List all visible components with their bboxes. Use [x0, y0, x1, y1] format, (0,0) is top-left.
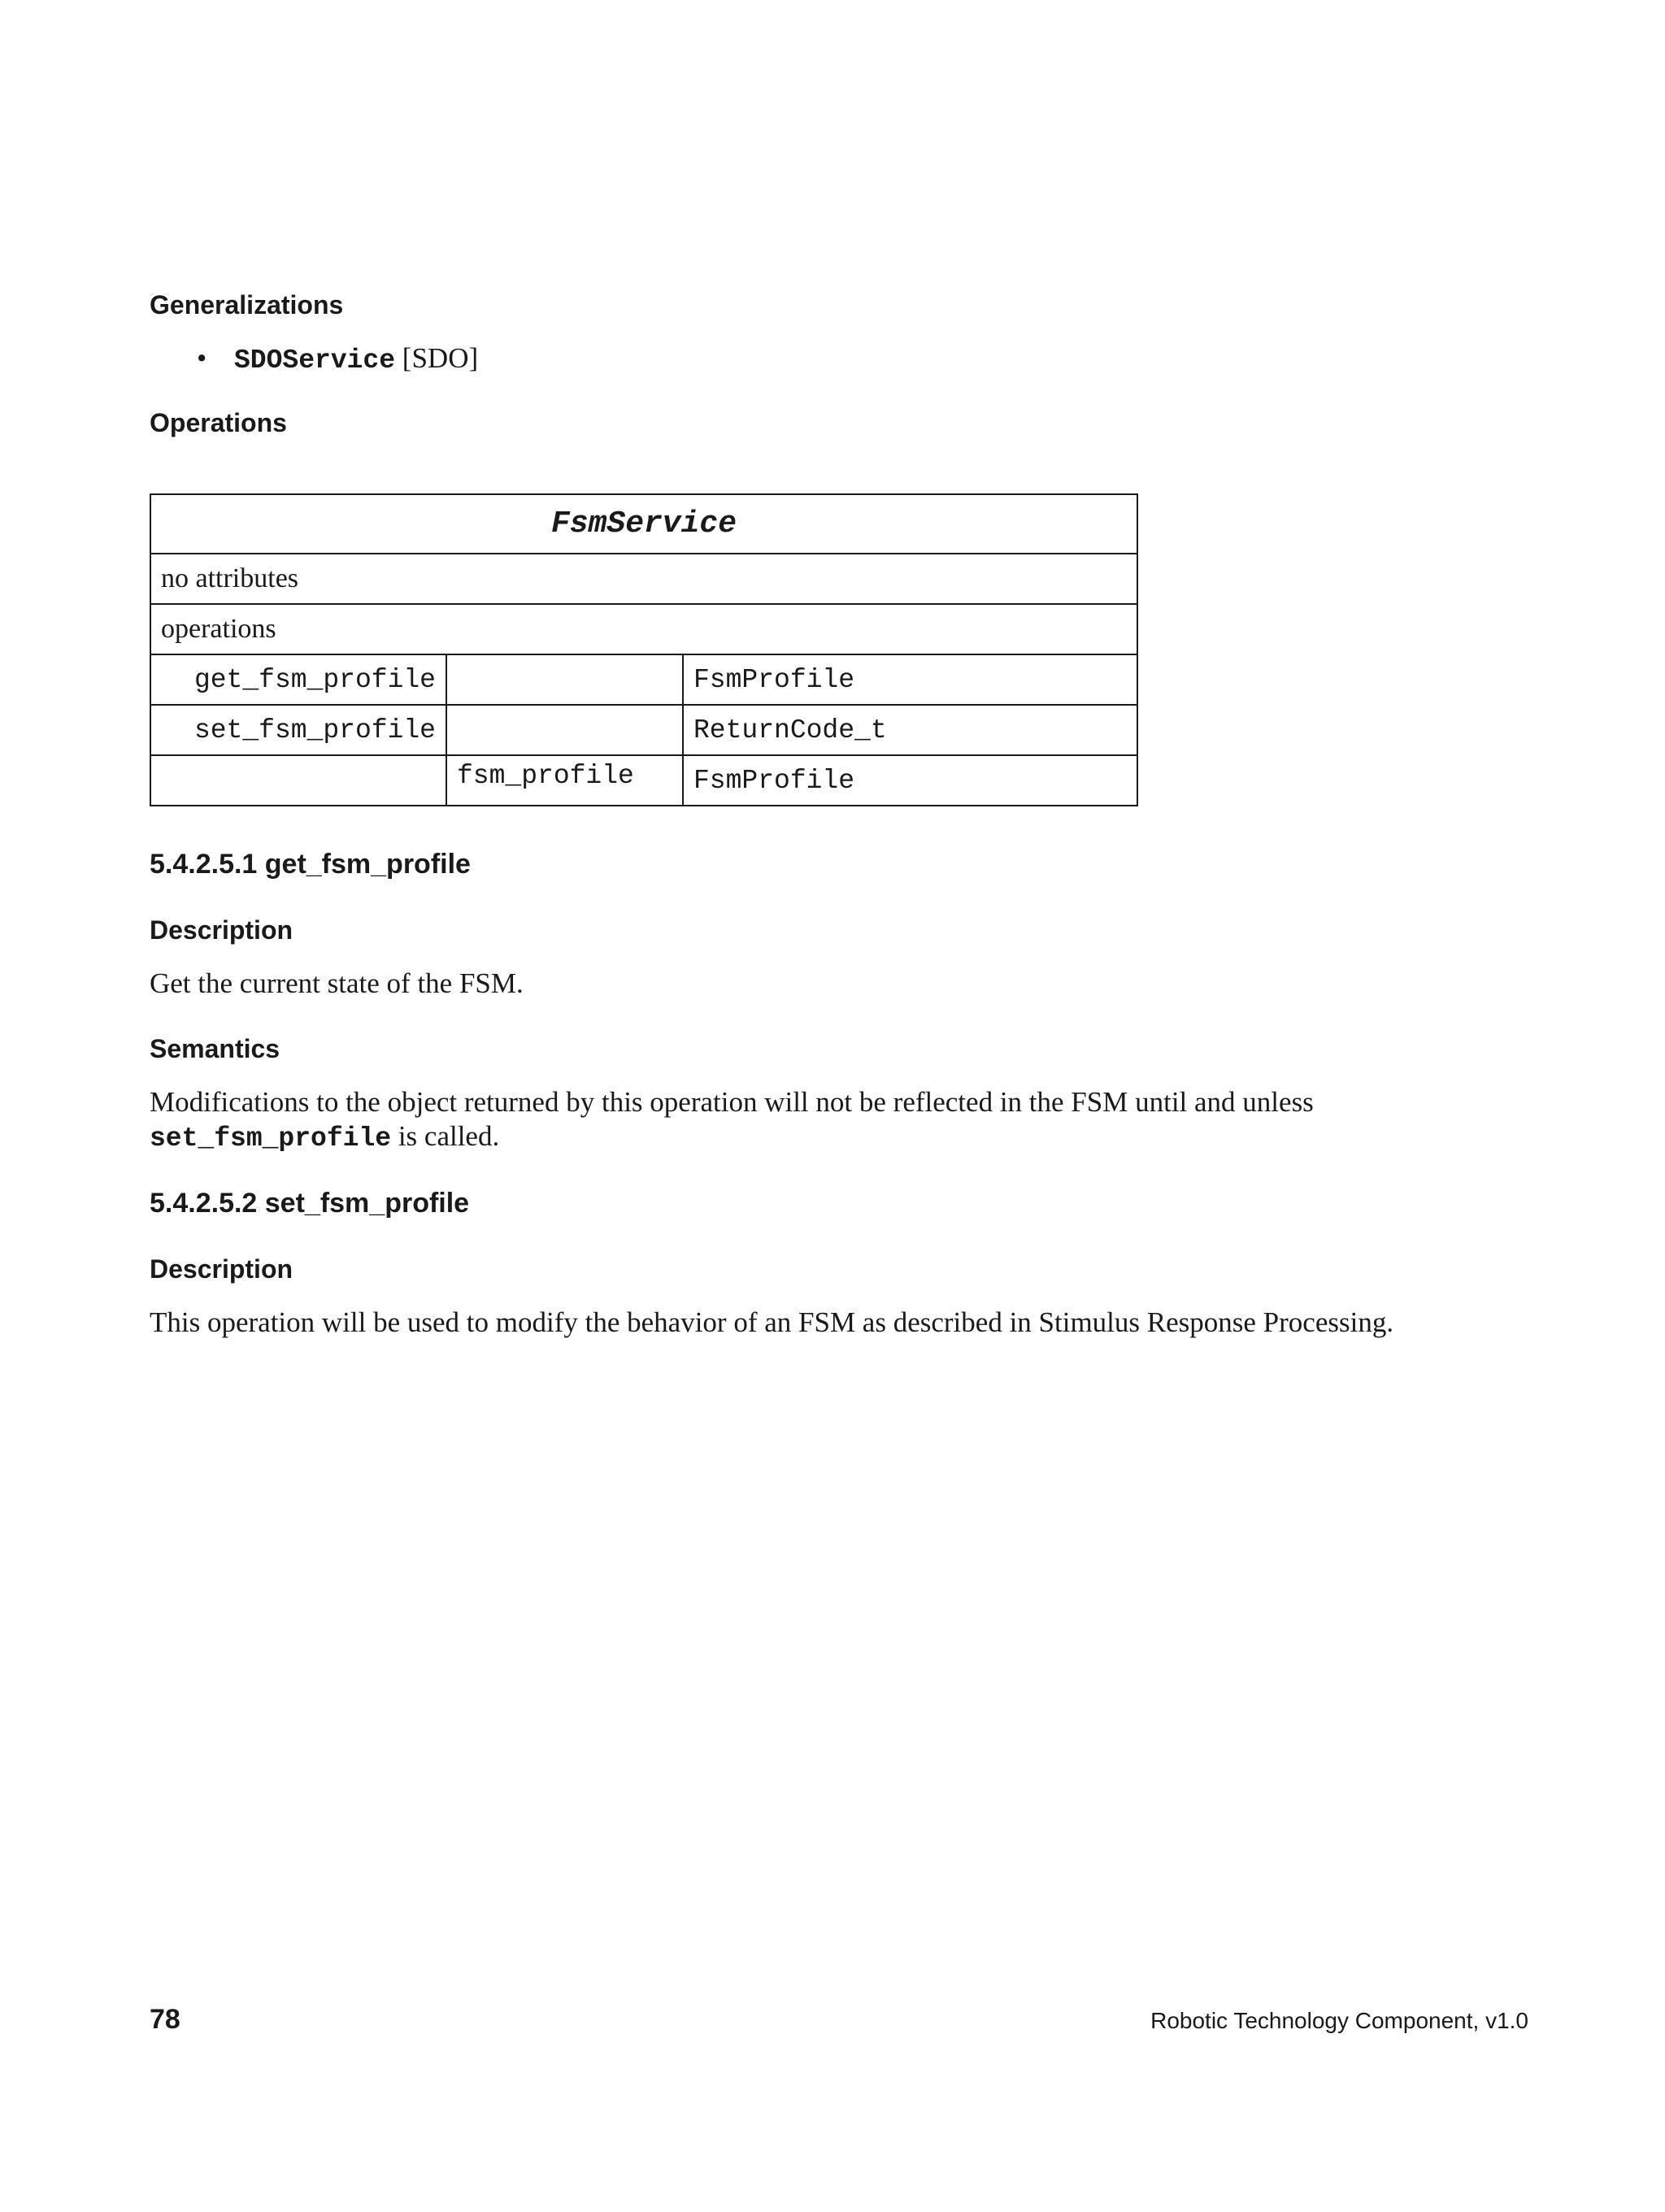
section-heading-get-fsm-profile: 5.4.2.5.1 get_fsm_profile — [150, 849, 471, 880]
description-text: Get the current state of the FSM. — [150, 967, 524, 999]
uml-class-name: FsmService — [150, 494, 1137, 554]
page-number: 78 — [150, 2004, 180, 2035]
operation-name: get_fsm_profile — [150, 654, 446, 705]
uml-operations-row — [150, 604, 1137, 654]
semantics-text-line1: Modifications to the object returned by this operation will not be reflected in the FSM until and unless — [150, 1086, 1314, 1118]
semantics-code: set_fsm_profile — [150, 1123, 392, 1154]
operation-param — [446, 654, 683, 705]
generalization-name: SDOService — [234, 345, 396, 376]
operation-type: FsmProfile — [683, 755, 1137, 806]
operations-heading: Operations — [150, 408, 287, 437]
uml-attributes-row — [150, 554, 1137, 604]
list-item — [234, 341, 478, 378]
description-heading: Description — [150, 1254, 293, 1284]
description-text: This operation will be used to modify the behavior of an FSM as described in Stimulus Response Processing. — [150, 1306, 1394, 1338]
operation-name — [150, 755, 446, 806]
uml-operations-label: operations — [150, 604, 1137, 654]
generalization-suffix: [SDO] — [395, 342, 479, 374]
semantics-heading: Semantics — [150, 1034, 280, 1063]
operation-param — [446, 705, 683, 755]
table-row — [150, 654, 1137, 705]
list-bullet: • — [197, 342, 207, 374]
generalizations-heading: Generalizations — [150, 290, 344, 319]
operation-param: fsm_profile — [446, 755, 683, 806]
table-row — [150, 755, 1137, 806]
table-row — [150, 705, 1137, 755]
uml-attributes-label: no attributes — [150, 554, 1137, 604]
operation-type: ReturnCode_t — [683, 705, 1137, 755]
uml-title-row — [150, 494, 1137, 554]
semantics-text-line2 — [150, 1119, 499, 1156]
document-title: Robotic Technology Component, v1.0 — [1150, 2008, 1528, 2033]
uml-class-table — [150, 493, 1138, 806]
section-heading-set-fsm-profile: 5.4.2.5.2 set_fsm_profile — [150, 1188, 470, 1219]
operation-type: FsmProfile — [683, 654, 1137, 705]
description-heading: Description — [150, 915, 293, 945]
operation-name: set_fsm_profile — [150, 705, 446, 755]
semantics-suffix: is called. — [391, 1120, 500, 1152]
